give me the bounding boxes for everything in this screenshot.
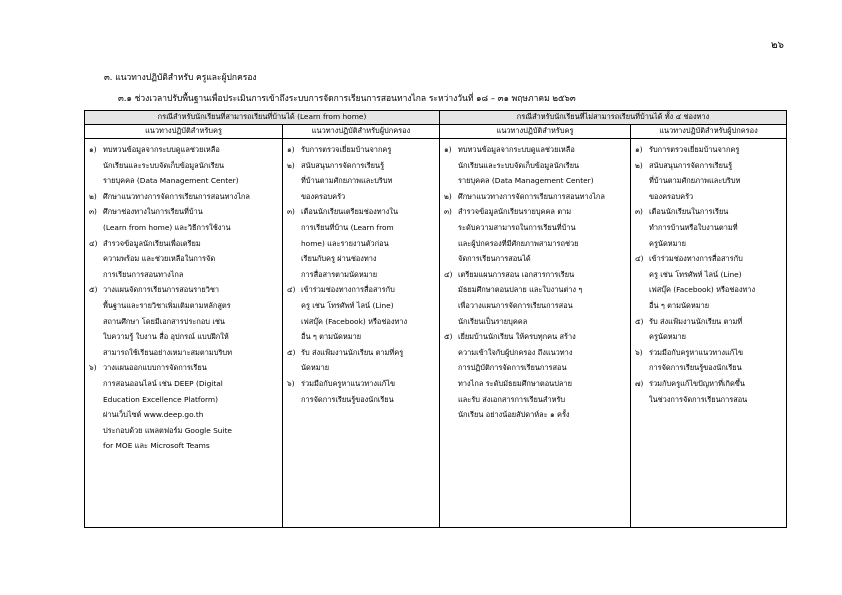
item-number: ๔) <box>635 254 644 264</box>
section-header-learn-from-home: กรณีสำหรับนักเรียนที่สามารถเรียนที่บ้านได้ (Learn from home) <box>85 111 440 125</box>
item-text: ศึกษาช่องทางในการเรียนที่บ้าน (Learn from home) และวิธีการใช้งาน <box>103 207 231 232</box>
section-header-cannot-learn-home: กรณีสำหรับนักเรียนที่ไม่สามารถเรียนที่บ้านได้ ทั้ง ๔ ช่องทาง <box>440 111 787 125</box>
page-number: ๒๖ <box>771 40 784 51</box>
item-number: ๑) <box>89 145 97 154</box>
guideline-item <box>635 376 782 407</box>
guideline-cell <box>631 139 787 528</box>
item-number: ๔) <box>89 238 98 248</box>
guideline-item <box>444 142 626 189</box>
guideline-item <box>635 251 782 313</box>
guideline-item <box>287 345 435 376</box>
column-header-teacher: แนวทางปฏิบัติสำหรับครู <box>440 125 631 139</box>
guideline-item <box>89 282 278 360</box>
item-number: ๑) <box>287 145 295 154</box>
item-text: รับ ส่งแฟ้มงานนักเรียน ตามที่ ครูนัดหมาย <box>649 316 743 342</box>
item-text: ร่วมกับครูแก้ไขปัญหาที่เกิดขึ้น ในช่วงการจัดการเรียนการสอน <box>649 378 748 404</box>
item-number: ๖) <box>287 378 295 388</box>
guideline-item <box>89 189 278 205</box>
item-text: รับการตรวจเยี่ยมบ้านจากครู <box>301 145 392 154</box>
column-header-parent: แนวทางปฏิบัติสำหรับผู้ปกครอง <box>283 125 440 139</box>
item-number: ๓) <box>444 207 452 217</box>
item-text: สำรวจข้อมูลนักเรียนเพื่อเตรียม ความพร้อม และช่วยเหลือในการจัด การเรียนการสอนทางไกล <box>103 238 216 279</box>
item-text: ทบทวนข้อมูลจากระบบดูแลช่วยเหลือ นักเรียนและระบบจัดเก็บข้อมูลนักเรียน รายบุคคล (Data Management Center) <box>103 145 239 186</box>
item-text: เข้าร่วมช่องทางการสื่อสารกับ ครู เช่น โทรศัพท์ ไลน์ (Line) เฟสบุ๊ค (Facebook) หรือช่องทาง อื่น ๆ ตามนัดหมาย <box>301 285 408 342</box>
item-text: สนับสนุนการจัดการเรียนรู้ ที่บ้านตามศักยภาพและบริบท ของครอบครัว <box>301 160 393 201</box>
guideline-item <box>89 360 278 454</box>
column-header-parent: แนวทางปฏิบัติสำหรับผู้ปกครอง <box>631 125 787 139</box>
guideline-item <box>287 204 435 282</box>
guideline-item <box>89 142 278 189</box>
guideline-item <box>287 142 435 158</box>
item-text: สนับสนุนการจัดการเรียนรู้ ที่บ้านตามศักยภาพและบริบท ของครอบครัว <box>649 160 741 201</box>
item-number: ๓) <box>635 207 643 217</box>
guideline-item <box>89 204 278 235</box>
item-number: ๒) <box>89 191 97 201</box>
item-text: วางแผนจัดการเรียนการสอนรายวิชา พื้นฐานและรายวิชาเพิ่มเติมตามหลักสูตร สถานศึกษา โดยมีเอกสารประกอบ เช่น ใบความรู้ ใบงาน สื่อ อุปกรณ์ แบบฝึกให้ สามารถใช้เรียนอย่างเหมาะสมตามบริบท <box>103 285 232 357</box>
guideline-item <box>635 142 782 158</box>
item-number: ๕) <box>89 285 98 295</box>
guideline-item <box>89 236 278 283</box>
item-number: ๓) <box>89 207 97 217</box>
item-text: ทบทวนข้อมูลจากระบบดูแลช่วยเหลือ นักเรียนและระบบจัดเก็บข้อมูลนักเรียน รายบุคคล (Data Management Center) <box>458 145 594 186</box>
item-text: เข้าร่วมช่องทางการสื่อสารกับ ครู เช่น โทรศัพท์ ไลน์ (Line) เฟสบุ๊ค (Facebook) หรือช่องทาง อื่น ๆ ตามนัดหมาย <box>649 254 756 310</box>
item-number: ๔) <box>287 285 296 295</box>
guideline-cell <box>85 139 283 528</box>
item-text: รับการตรวจเยี่ยมบ้านจากครู <box>649 145 740 154</box>
item-text: ร่วมมือกับครูหาแนวทางแก้ไข การจัดการเรียนรู้ของนักเรียน <box>649 347 744 373</box>
item-text: สำรวจข้อมูลนักเรียนรายบุคคล ตาม ระดับความสามารถในการเรียนที่บ้าน และผู้ปกครองที่มีศักยภาพสามารถช่วย จัดการเรียนการสอนได้ <box>458 207 579 264</box>
item-text: เยี่ยมบ้านนักเรียน ให้ครบทุกคน สร้าง ความเข้าใจกับผู้ปกครอง ถึงแนวทาง การปฏิบัติการจัดการเรียนการสอน ทางไกล ระดับมัธยมศึกษาตอนปลาย และรับ ส่งเอกสารการเรียนสำหรับ นักเรียน อย่างน้อยสัปดาห์ละ ๑ ครั้ง <box>458 332 576 420</box>
item-text: ร่วมมือกับครูหาแนวทางแก้ไข การจัดการเรียนรู้ของนักเรียน <box>301 378 396 404</box>
item-number: ๗) <box>635 378 644 388</box>
guideline-item <box>635 204 782 251</box>
item-number: ๔) <box>444 269 453 279</box>
item-number: ๒) <box>287 160 295 170</box>
item-number: ๕) <box>635 316 644 326</box>
guideline-cell <box>283 139 440 528</box>
subsection-heading: ๓.๑ ช่วงเวลาปรับพื้นฐานเพื่อประเมินการเข้าถึงระบบการจัดการเรียนการสอนทางไกล ระหว่างวันที่ ๑๘ – ๓๑ พฤษภาคม ๒๕๖๓ <box>118 94 576 104</box>
item-text: เตือนนักเรียนในการเรียน ทำการบ้านหรือใบงานตามที่ ครูนัดหมาย <box>649 207 738 248</box>
guideline-item <box>444 204 626 266</box>
item-number: ๖) <box>89 363 97 373</box>
item-number: ๑) <box>444 145 452 154</box>
guideline-item <box>635 345 782 376</box>
guideline-item <box>444 189 626 205</box>
guideline-item <box>444 267 626 329</box>
guideline-item <box>287 282 435 344</box>
guideline-item <box>287 158 435 205</box>
item-text: เตรียมแผนการสอน เอกสารการเรียน มัธยมศึกษาตอนปลาย และใบงานต่าง ๆ เพื่อวางแผนการจัดการเรียนการสอน นักเรียนเป็นรายบุคคล <box>458 269 583 326</box>
item-number: ๒) <box>635 160 643 170</box>
item-text: ศึกษาแนวทางการจัดการเรียนการสอนทางไกล <box>458 191 605 201</box>
guideline-cell <box>440 139 631 528</box>
section-heading: ๓. แนวทางปฏิบัติสำหรับ ครูและผู้ปกครอง <box>104 73 257 83</box>
item-number: ๓) <box>287 207 295 217</box>
guideline-item <box>635 314 782 345</box>
item-text: วางแผนออกแบบการจัดการเรียน การสอนออนไลน์ เช่น DEEP (Digital Education Excellence Platform) ผ่านเว็บไซต์ www.deep.go.th ประกอบด้วย แพลตฟอร์ม Google Suite for MOE และ Microsoft Teams <box>103 363 232 451</box>
item-text: เตือนนักเรียนเตรียมช่องทางใน การเรียนที่บ้าน (Learn from home) และรายงานตัวก่อน เรียนกับครู ผ่านช่องทาง การสื่อสารตามนัดหมาย <box>301 207 399 279</box>
guideline-item <box>444 329 626 423</box>
column-header-teacher: แนวทางปฏิบัติสำหรับครู <box>85 125 283 139</box>
item-number: ๑) <box>635 145 643 154</box>
guideline-item <box>635 158 782 205</box>
item-text: รับ ส่งแฟ้มงานนักเรียน ตามที่ครู นัดหมาย <box>301 347 404 373</box>
item-number: ๕) <box>444 332 453 342</box>
guideline-table <box>84 110 787 528</box>
item-text: ศึกษาแนวทางการจัดการเรียนการสอนทางไกล <box>103 191 250 201</box>
item-number: ๖) <box>635 347 643 357</box>
item-number: ๕) <box>287 347 296 357</box>
item-number: ๒) <box>444 191 452 201</box>
guideline-item <box>287 376 435 407</box>
